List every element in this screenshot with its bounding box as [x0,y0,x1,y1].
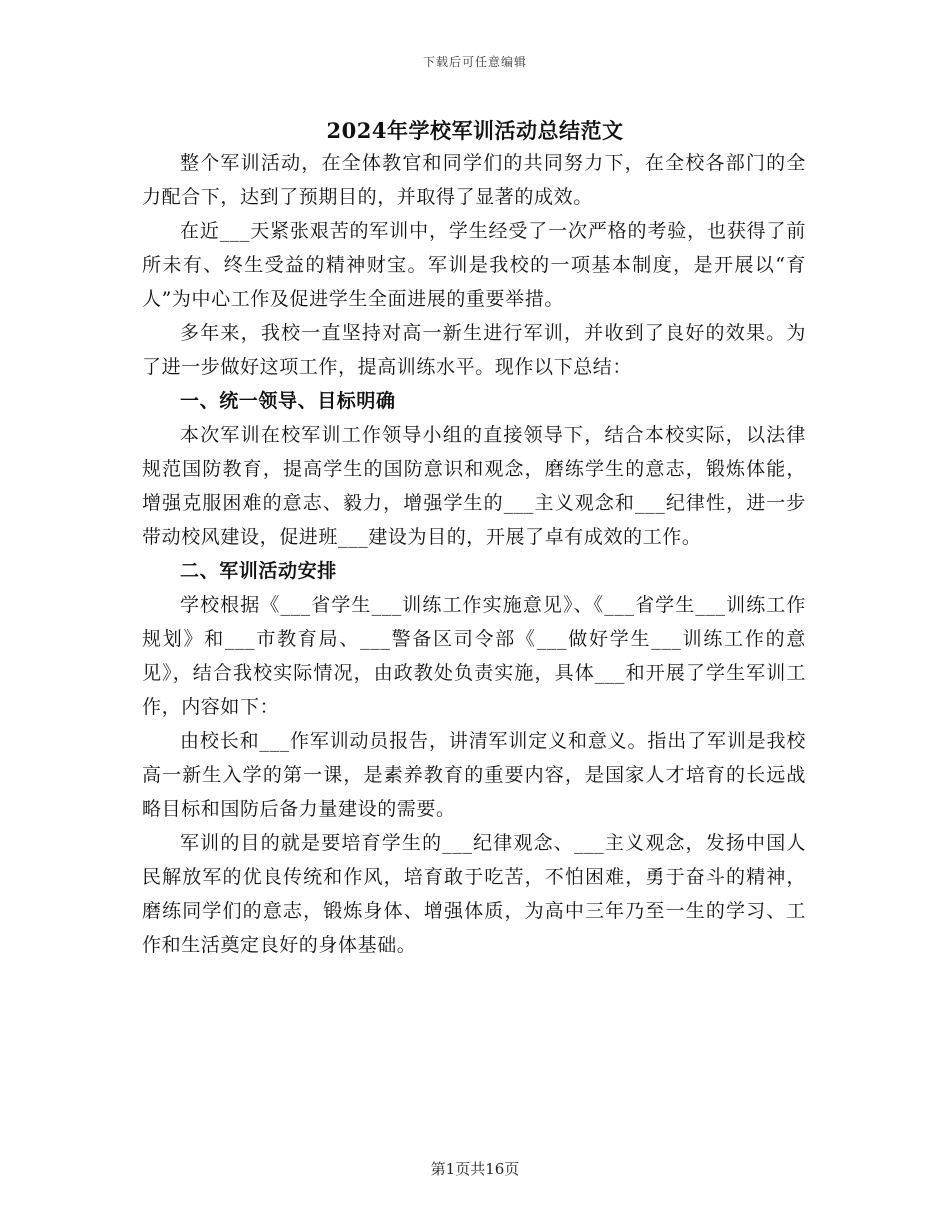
page-number-footer: 第1页共16页 [430,1160,520,1178]
paragraph-1: 整个军训活动，在全体教官和同学们的共同努力下，在全校各部门的全力配合下，达到了预期目的，并取得了显著的成效。 [142,152,806,208]
document-title: 2024年学校军训活动总结范文 [326,118,624,143]
section-heading-1: 一、统一领导、目标明确 [180,390,396,412]
header-note: 下载后可任意编辑 [422,55,527,69]
paragraph-5: 学校根据《___省学生___训练工作实施意见》、《___省学生___训练工作规划》和___市教育局、___警备区司令部《___做好学生___训练工作的意见》，结合我校实际情况，由政教处负责实施，具体___和开展了学生军训工作，内容如下： [142,594,806,718]
paragraph-4: 本次军训在校军训工作领导小组的直接领导下，结合本校实际，以法律规范国防教育，提高学生的国防意识和观念，磨练学生的意志，锻炼体能，增强克服困难的意志、毅力，增强学生的___主义观念和___纪律性，进一步带动校风建设，促进班___建设为目的，开展了卓有成效的工作。 [142,424,806,548]
paragraph-3: 多年来，我校一直坚持对高一新生进行军训，并收到了良好的效果。为了进一步做好这项工作，提高训练水平。现作以下总结： [142,322,806,378]
paragraph-6: 由校长和___作军训动员报告，讲清军训定义和意义。指出了军训是我校高一新生入学的第一课，是素养教育的重要内容，是国家人才培育的长远战略目标和国防后备力量建设的需要。 [142,730,806,820]
paragraph-7: 军训的目的就是要培育学生的___纪律观念、___主义观念，发扬中国人民解放军的优良传统和作风，培育敢于吃苦，不怕困难，勇于奋斗的精神，磨练同学们的意志，锻炼身体、增强体质，为高中三年乃至一生的学习、工作和生活奠定良好的身体基础。 [142,832,806,956]
document-body [142,146,806,962]
section-heading-2: 二、军训活动安排 [180,560,337,582]
paragraph-2: 在近___天紧张艰苦的军训中，学生经受了一次严格的考验，也获得了前所未有、终生受益的精神财宝。军训是我校的一项基本制度，是开展以“育人”为中心工作及促进学生全面进展的重要举措。 [142,220,806,310]
